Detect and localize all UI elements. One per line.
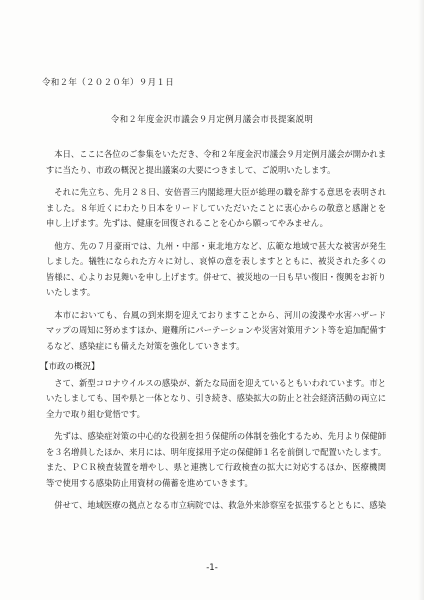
page-number: -1- bbox=[206, 563, 218, 573]
document-title: 令和２年度金沢市議会９月定例月議会市長提案説明 bbox=[110, 115, 314, 125]
paragraph: それに先立ち、先月２８日、安倍晋三内閣総理大臣が総理の職を辞する意思を表明されました。８年近くにわたり日本をリードしていただいたことに衷心からの敬意と感謝とを申し上げます。先ずは、健康を回復されることを心から願ってやみません。 bbox=[46, 187, 386, 228]
section-heading: 【市政の概況】 bbox=[40, 362, 100, 372]
document-date: 令和２年（２０２０年）９月１日 bbox=[42, 78, 175, 88]
document-body bbox=[40, 147, 387, 514]
paragraph: 本市においても、台風の到来期を迎えておりますことから、河川の浚渫や水害ハザードマップの周知に努めますほか、避難所にパーテーションや災害対策用テント等を追加配備するなど、感染症にも備えた対策を強化していきます。 bbox=[46, 309, 386, 351]
paragraph: さて、新型コロナウイルスの感染が、新たな局面を迎えているともいわれています。市といたしましても、国や県と一体となり、引き続き、感染拡大の防止と社会経済活動の両立に全力で取り組む覚悟です。 bbox=[46, 377, 386, 419]
paragraph: 他方、先の７月豪雨では、九州・中部・東北地方など、広範な地域で甚大な被害が発生しました。犠牲になられた方々に対し、哀悼の意を表しますとともに、被災された多くの皆様に、心よりお見舞いを申し上げます。併せて、被災地の一日も早い復旧・復興をお祈りいたします。 bbox=[46, 240, 386, 297]
page-edge-shadow bbox=[418, 0, 424, 600]
paragraph: 併せて、地域医療の拠点となる市立病院では、救急外来診察室を拡張するとともに、感染 bbox=[54, 500, 387, 510]
paragraph: 本日、ここに各位のご参集をいただき、令和２年度金沢市議会９月定例月議会が開かれますに当たり、市政の概況と提出議案の大要につきまして、ご説明いたします。 bbox=[46, 149, 386, 175]
paragraph: 先ずは、感染症対策の中心的な役割を担う保健所の体制を強化するため、先月より保健師を３名増員したほか、来月には、明年度採用予定の保健師１名を前倒しで配置いたします。また、ＰＣＲ検査装置を増やし、県と連携して行政検査の拡大に対応するほか、医療機関等で使用する感染防止用資材の備蓄を進めていきます。 bbox=[46, 431, 386, 488]
